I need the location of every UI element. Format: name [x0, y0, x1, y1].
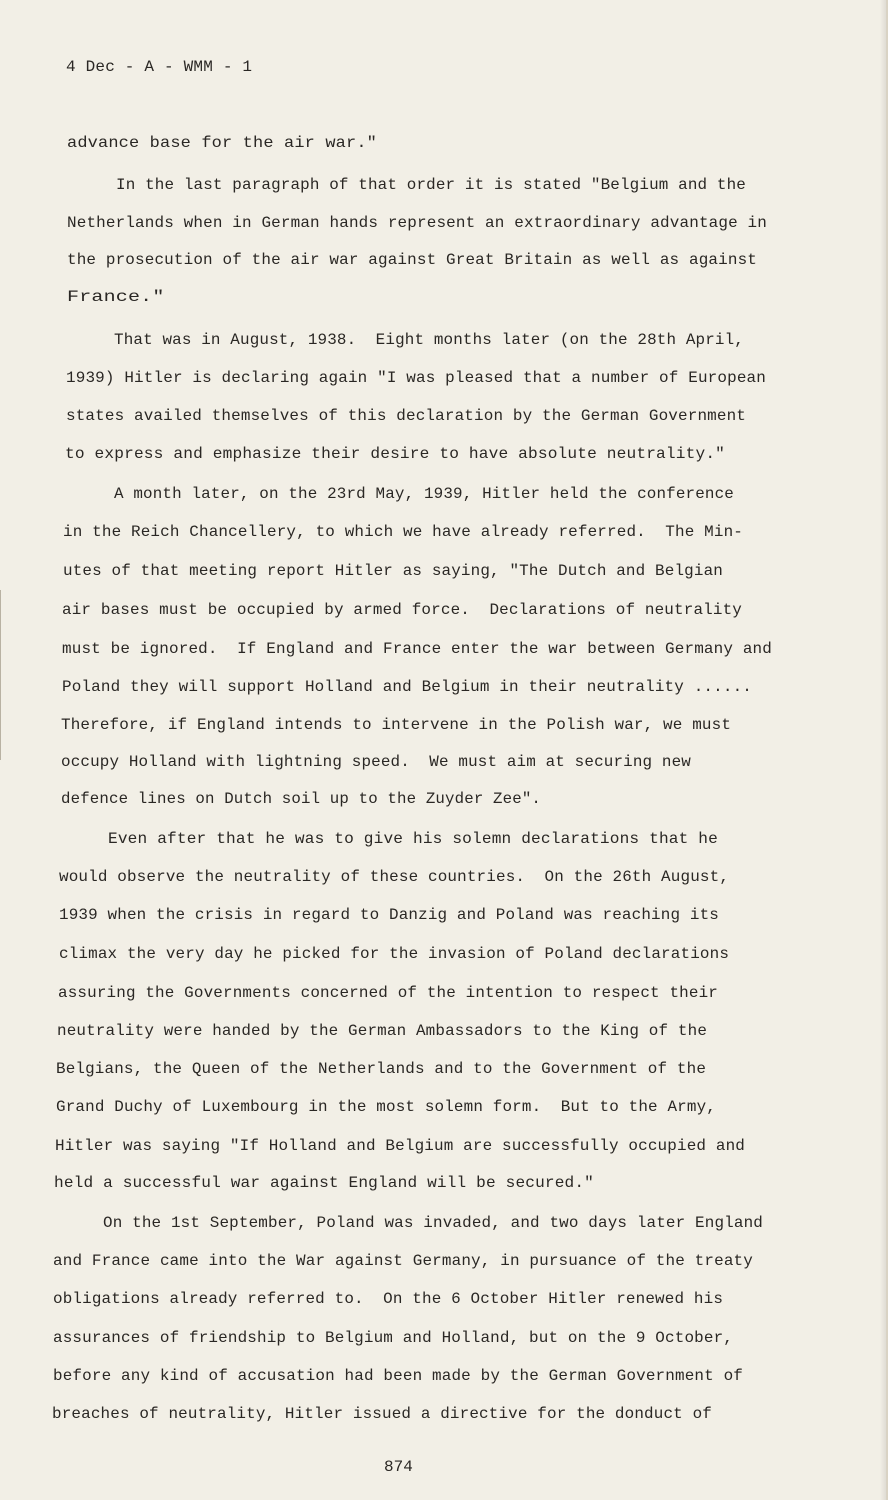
- text-line: Grand Duchy of Luxembourg in the most solemn form. But to the Army,: [56, 1098, 716, 1116]
- text-line: assurances of friendship to Belgium and Holland, but on the 9 October,: [53, 1329, 734, 1347]
- text-line: occupy Holland with lightning speed. We must aim at securing new: [61, 753, 691, 771]
- text-line: France.": [67, 288, 165, 306]
- text-line: 1939) Hitler is declaring again "I was pleased that a number of European: [66, 369, 767, 387]
- text-line: breaches of neutrality, Hitler issued a directive for the donduct of: [52, 1405, 712, 1423]
- text-line: would observe the neutrality of these countries. On the 26th August,: [59, 868, 730, 886]
- text-line: A month later, on the 23rd May, 1939, Hitler held the conference: [114, 485, 734, 503]
- text-line: before any kind of accusation had been made by the German Government of: [53, 1367, 744, 1385]
- text-line: In the last paragraph of that order it is stated "Belgium and the: [116, 176, 746, 194]
- text-line: Hitler was saying "If Holland and Belgium are successfully occupied and: [55, 1137, 746, 1155]
- text-line: air bases must be occupied by armed force. Declarations of neutrality: [62, 601, 743, 619]
- text-line: and France came into the War against Germany, in pursuance of the treaty: [53, 1252, 754, 1270]
- text-line: obligations already referred to. On the 6 October Hitler renewed his: [53, 1290, 724, 1308]
- text-line: to express and emphasize their desire to have absolute neutrality.": [65, 445, 726, 463]
- document-header: 4 Dec - A - WMM - 1: [66, 58, 253, 76]
- text-line: Belgians, the Queen of the Netherlands and to the Government of the: [56, 1060, 707, 1078]
- text-line: in the Reich Chancellery, to which we have already referred. The Min-: [63, 523, 744, 541]
- text-line: the prosecution of the air war against Great Britain as well as against: [67, 251, 758, 269]
- text-line: That was in August, 1938. Eight months later (on the 28th April,: [114, 331, 744, 349]
- text-line: utes of that meeting report Hitler as saying, "The Dutch and Belgian: [63, 562, 723, 580]
- text-line: neutrality were handed by the German Ambassadors to the King of the: [57, 1022, 708, 1040]
- text-line: must be ignored. If England and France enter the war between Germany and: [62, 640, 773, 658]
- text-line: On the 1st September, Poland was invaded, and two days later England: [103, 1214, 763, 1232]
- text-line: advance base for the air war.": [67, 134, 378, 152]
- page-number: 874: [384, 1458, 413, 1476]
- text-line: assuring the Governments concerned of the intention to respect their: [58, 984, 718, 1002]
- text-line: 1939 when the crisis in regard to Danzig and Poland was reaching its: [59, 906, 719, 924]
- text-line: defence lines on Dutch soil up to the Zuyder Zee".: [61, 790, 542, 808]
- text-line: climax the very day he picked for the invasion of Poland declarations: [59, 945, 730, 963]
- text-line: Therefore, if England intends to intervene in the Polish war, we must: [61, 716, 732, 734]
- text-line: held a successful war against England will be secured.": [54, 1174, 594, 1192]
- text-line: Even after that he was to give his solemn declarations that he: [108, 830, 718, 848]
- text-line: Netherlands when in German hands represent an extraordinary advantage in: [67, 214, 768, 232]
- text-line: Poland they will support Holland and Belgium in their neutrality ......: [62, 678, 753, 696]
- text-line: states availed themselves of this declaration by the German Government: [66, 407, 747, 425]
